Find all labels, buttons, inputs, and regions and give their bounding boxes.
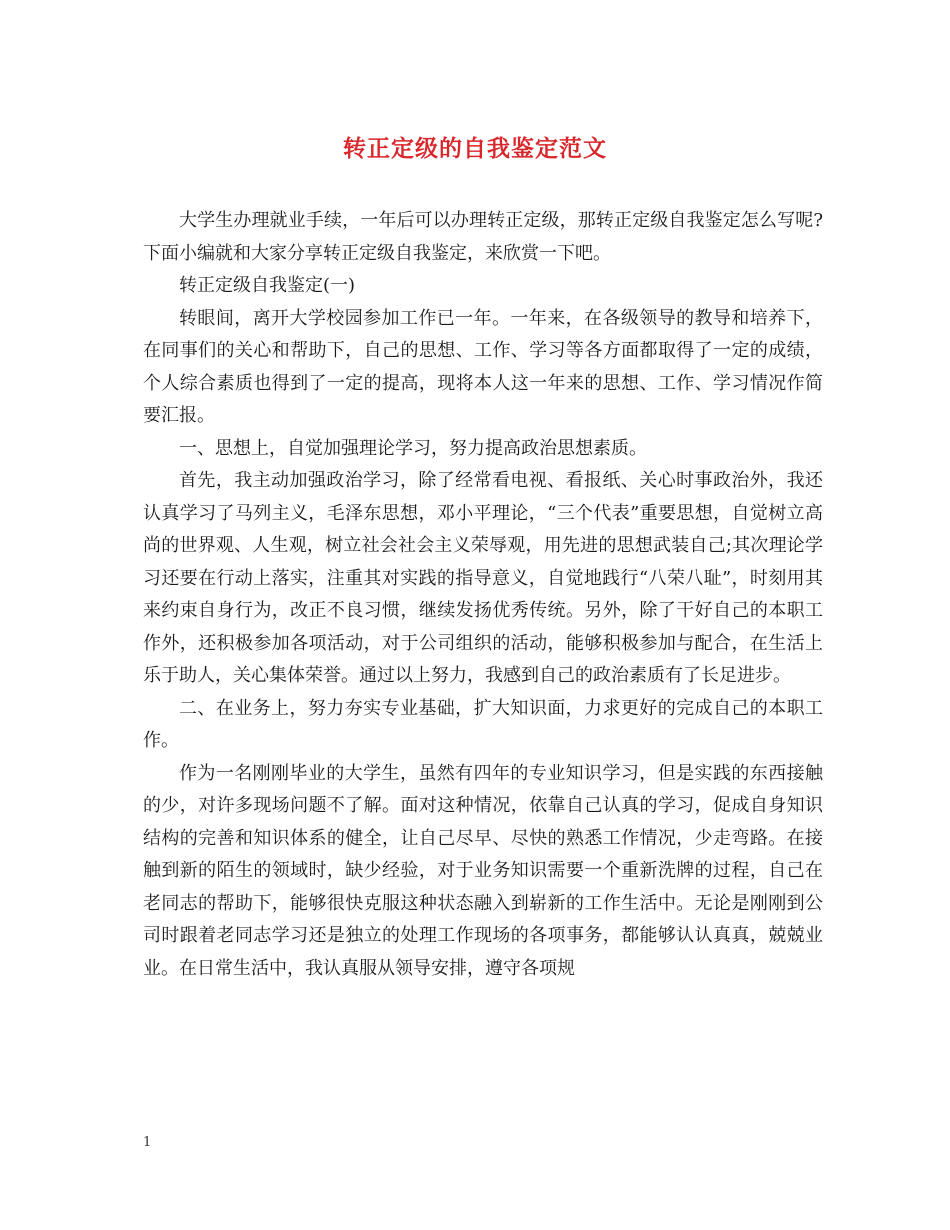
document-body (143, 205, 823, 985)
paragraph-business-detail: 作为一名刚刚毕业的大学生，虽然有四年的专业知识学习，但是实践的东西接触的少，对许多现场问题不了解。面对这种情况，依靠自己认真的学习，促成自身知识结构的完善和知识体系的健全，让自己尽早、尽快的熟悉工作情况，少走弯路。在接触到新的陌生的领域时，缺少经验，对于业务知识需要一个重新洗牌的过程，自己在老同志的帮助下，能够很快克服这种状态融入到崭新的工作生活中。无论是刚刚到公司时跟着老同志学习还是独立的处理工作现场的各项事务，都能够认认真真，兢兢业业。在日常生活中，我认真服从领导安排，遵守各项规 (143, 762, 823, 979)
paragraph-heading-thought: 一、思想上，自觉加强理论学习，努力提高政治思想素质。 (179, 437, 647, 459)
paragraph-heading-business: 二、在业务上，努力夯实专业基础，扩大知识面，力求更好的完成自己的本职工作。 (143, 697, 823, 751)
paragraph-intro: 大学生办理就业手续，一年后可以办理转正定级，那转正定级自我鉴定怎么写呢?下面小编就和大家分享转正定级自我鉴定，来欣赏一下吧。 (143, 210, 823, 264)
page-number: 1 (143, 1135, 152, 1150)
paragraph-overview: 转眼间，离开大学校园参加工作已一年。一年来，在各级领导的教导和培养下，在同事们的关心和帮助下，自己的思想、工作、学习等各方面都取得了一定的成绩，个人综合素质也得到了一定的提高，现将本人这一年来的思想、工作、学习情况作简要汇报。 (143, 307, 823, 426)
paragraph-section-heading: 转正定级自我鉴定(一) (179, 275, 356, 296)
document-title: 转正定级的自我鉴定范文 (343, 135, 607, 162)
paragraph-thought-detail: 首先，我主动加强政治学习，除了经常看电视、看报纸、关心时事政治外，我还认真学习了马列主义，毛泽东思想，邓小平理论，“三个代表”重要思想，自觉树立高尚的世界观、人生观，树立社会社会主义荣辱观，用先进的思想武装自己;其次理论学习还要在行动上落实，注重其对实践的指导意义，自觉地践行“八荣八耻”，时刻用其来约束自身行为，改正不良习惯，继续发扬优秀传统。另外，除了干好自己的本职工作外，还积极参加各项活动，对于公司组织的活动，能够积极参加与配合，在生活上乐于助人，关心集体荣誉。通过以上努力，我感到自己的政治素质有了长足进步。 (143, 470, 823, 686)
